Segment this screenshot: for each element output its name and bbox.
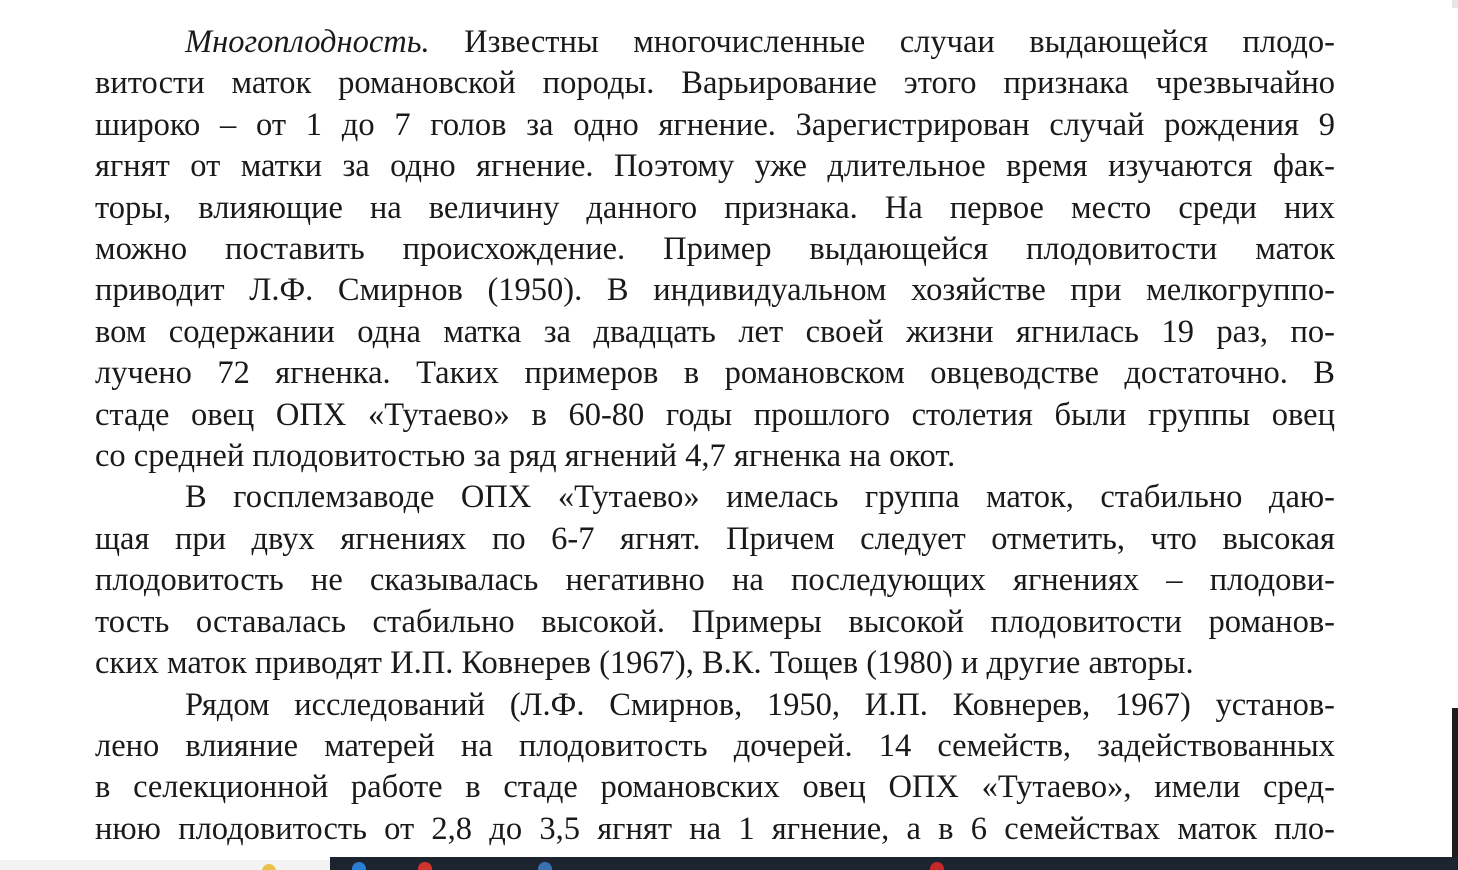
paragraph-1-line-2: витости маток романовской породы. Варьирование этого признака чрезвычайно [95, 65, 1335, 102]
paragraph-3-line-2: лено влияние матерей на плодовитость дочерей. 14 семейств, задействованных [95, 727, 1335, 764]
app-icon[interactable] [538, 862, 552, 870]
paragraph-2-line-4: тость оставалась стабильно высокой. Примеры высокой плодовитости романов- [95, 603, 1335, 640]
paragraph-1-line-4: ягнят от матки за одно ягнение. Поэтому уже длительное время изучаются фак- [95, 148, 1335, 185]
opera-icon[interactable] [418, 862, 432, 870]
paragraph-1-line-7: приводит Л.Ф. Смирнов (1950). В индивидуальном хозяйстве при мелкогруппо- [95, 272, 1335, 309]
paragraph-1-line-3: широко – от 1 до 7 голов за одно ягнение. Зарегистрирован случай рождения 9 [95, 106, 1335, 143]
paragraph-2 [95, 477, 1335, 684]
paragraph-1-line-5: торы, влияющие на величину данного признака. На первое место среди них [95, 189, 1335, 226]
status-bar-fragment [0, 860, 330, 870]
paragraph-2-line-1: В госплемзаводе ОПХ «Тутаево» имелась группа маток, стабильно даю- [185, 479, 1335, 516]
media-icon[interactable] [930, 862, 944, 870]
paragraph-1-line-10: стаде овец ОПХ «Тутаево» в 60-80 годы прошлого столетия были группы овец [95, 396, 1335, 433]
paragraph-1-line-6: можно поставить происхождение. Пример выдающейся плодовитости маток [95, 231, 1335, 268]
document-text [95, 22, 1335, 850]
taskbar [330, 857, 1458, 870]
paragraph-1-line-1: Многоплодность. Известны многочисленные случаи выдающейся плодо- [185, 24, 1335, 60]
paragraph-2-line-3: плодовитость не сказывалась негативно на последующих ягнениях – плодови- [95, 562, 1335, 599]
paragraph-2-line-5: ских маток приводят И.П. Ковнерев (1967), В.К. Тощев (1980) и другие авторы. [95, 645, 1194, 682]
paragraph-1-line-8: вом содержании одна матка за двадцать лет своей жизни ягнилась 19 раз, по- [95, 313, 1335, 350]
scrollbar-edge[interactable] [1452, 708, 1458, 858]
paragraph-2-line-2: щая при двух ягнениях по 6-7 ягнят. Причем следует отметить, что высокая [95, 520, 1335, 557]
paragraph-1-line-11: со средней плодовитостью за ряд ягнений 4,7 ягненка на окот. [95, 438, 956, 475]
paragraph-3-line-4: нюю плодовитость от 2,8 до 3,5 ягнят на 1 ягнение, а в 6 семействах маток пло- [95, 810, 1335, 847]
paragraph-1-line-9: лучено 72 ягненка. Таких примеров в романовском овцеводстве достаточно. В [95, 355, 1335, 392]
window-edge [1452, 0, 1458, 8]
paragraph-3 [95, 685, 1335, 851]
section-heading: Многоплодность. [185, 24, 430, 60]
browser-icon[interactable] [352, 862, 366, 870]
paragraph-3-line-1: Рядом исследований (Л.Ф. Смирнов, 1950, И.П. Ковнерев, 1967) установ- [185, 686, 1335, 723]
paragraph-1 [95, 22, 1335, 477]
paragraph-3-line-3: в селекционной работе в стаде романовских овец ОПХ «Тутаево», имели сред- [95, 769, 1335, 806]
